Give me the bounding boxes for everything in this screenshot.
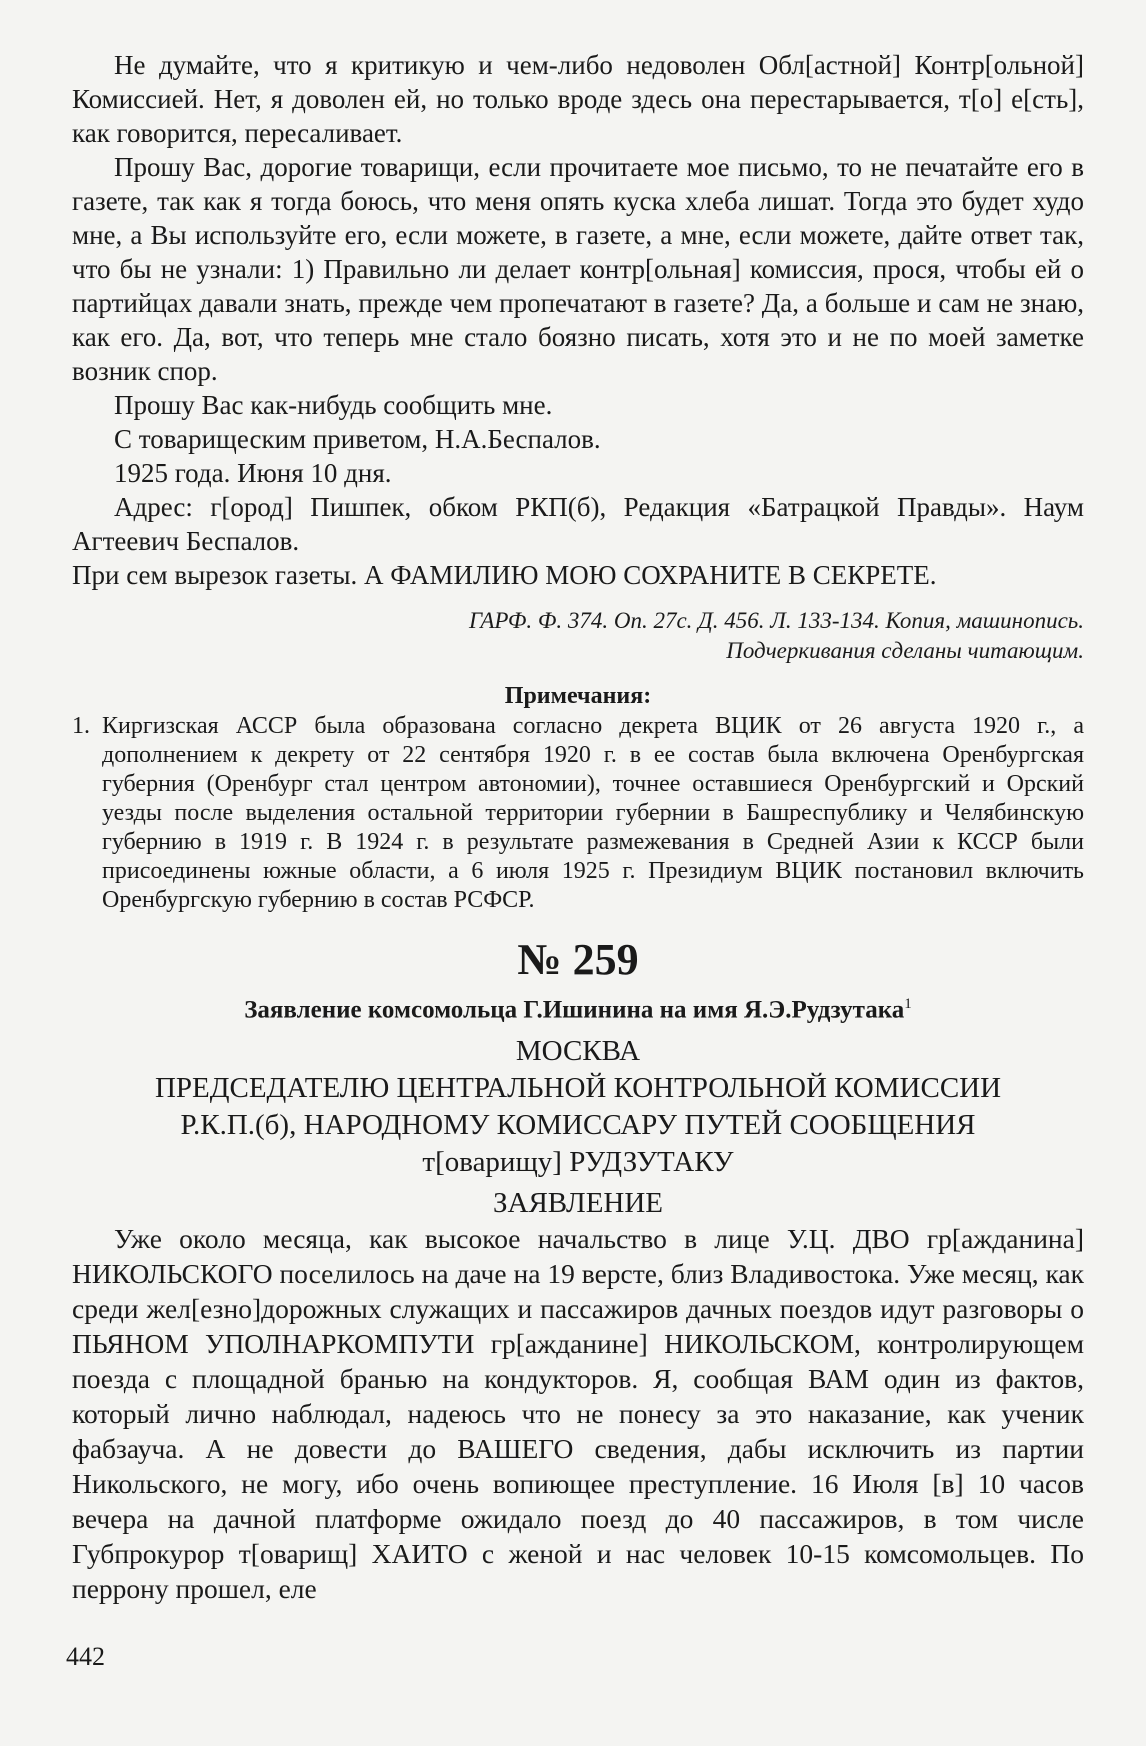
addressee-line: т[оварищу] РУДЗУТАКУ xyxy=(422,1146,734,1179)
addressee-block xyxy=(72,1033,1084,1181)
document-number: № 259 xyxy=(517,935,639,984)
paragraph: Прошу Вас как-нибудь сообщить мне. xyxy=(114,390,553,420)
archive-source: ГАРФ. Ф. 374. Оп. 27с. Д. 456. Л. 133-134. Копия, машинопись. xyxy=(469,608,1084,633)
letter-continuation xyxy=(72,48,1084,592)
paragraph: 1925 года. Июня 10 дня. xyxy=(114,458,392,488)
notes-heading: Примечания: xyxy=(504,683,652,709)
paragraph: Прошу Вас, дорогие товарищи, если прочитаете мое письмо, то не печатайте его в газете, так как я тогда боюсь, что меня опять куска хлеба лишат. Тогда это будет худо мне, а Вы используйте его, если можете, в газете, а мне, если можете, дайте ответ так, что бы не узнали: 1) Правильно ли делает контр[ольная] комиссия, прося, чтобы ей о партийцах давали знать, прежде чем пропечатают в газете? Да, а больше и сам не знаю, как его. Да, вот, что теперь мне стало боязно писать, хотя это и не по моей заметке возник спор. xyxy=(72,152,1084,386)
addressee-line: МОСКВА xyxy=(515,1035,641,1068)
archive-source-note: Подчеркивания сделаны читающим. xyxy=(726,638,1084,663)
footnote-number: 1. xyxy=(72,713,90,739)
document-title-text: Заявление комсомольца Г.Ишинина на имя Я.Э.Рудзутака xyxy=(244,996,905,1024)
statement-paragraph: Уже около месяца, как высокое начальство в лице У.Ц. ДВО гр[ажданина] НИКОЛЬСКОГО поселилось на даче на 19 версте, близ Владивостока. Уже месяц, как среди жел[езно]дорожных служащих и пассажиров дачных поездов идут разговоры о ПЬЯНОМ УПОЛНАРКОМПУТИ гр[ажданине] НИКОЛЬСКОМ, контролирующем поезда с площадной бранью на кондукторов. Я, сообщая ВАМ один из фактов, который лично наблюдал, надеюсь что не понесу за это наказание, как ученик фабзауча. А не довести до ВАШЕГО сведения, дабы исключить из партии Никольского, не могу, ибо очень вопиющее преступление. 16 Июля [в] 10 часов вечера на дачной платформе ожидало поезд до 40 пассажиров, в том числе Губпрокурор т[оварищ] ХАИТО с женой и нас человек 10-15 комсомольцев. По перрону прошел, еле xyxy=(72,1223,1084,1605)
paragraph: Адрес: г[ород] Пишпек, обком РКП(б), Редакция «Батрацкой Правды». Наум Агтеевич Беспалов. xyxy=(72,492,1084,556)
footnote xyxy=(72,712,1084,915)
statement-heading: ЗАЯВЛЕНИЕ xyxy=(492,1187,664,1220)
footnote-text: Киргизская АССР была образована согласно декрета ВЦИК от 26 августа 1920 г., а дополнением к декрету от 22 сентября 1920 г. в ее состав была включена Оренбургская губерния (Оренбург стал центром автономии), точнее оставшиеся Оренбургский и Орский уезды после выделения остальной территории губернии в Башреспублику и Челябинскую губернию в 1919 г. В 1924 г. в результате размежевания в Средней Азии к КССР были присоединены южные области, а 6 июля 1925 г. Президиум ВЦИК постановил включить Оренбургскую губернию в состав РСФСР. xyxy=(102,713,1084,913)
addressee-line: ПРЕДСЕДАТЕЛЮ ЦЕНТРАЛЬНОЙ КОНТРОЛЬНОЙ КОМИССИИ xyxy=(154,1072,1002,1105)
addressee-line: Р.К.П.(б), НАРОДНОМУ КОМИССАРУ ПУТЕЙ СООБЩЕНИЯ xyxy=(180,1109,976,1142)
paragraph: С товарищеским приветом, Н.А.Беспалов. xyxy=(114,424,601,454)
document-title xyxy=(72,987,1084,1027)
paragraph: При сем вырезок газеты. А ФАМИЛИЮ МОЮ СОХРАНИТЕ В СЕКРЕТЕ. xyxy=(72,560,937,590)
page-number: 442 xyxy=(66,1642,105,1671)
footnote-marker: 1 xyxy=(904,996,912,1012)
paragraph: Не думайте, что я критикую и чем-либо недоволен Обл[астной] Контр[ольной] Комиссией. Нет, я доволен ей, но только вроде здесь она перестарывается, т[о] е[сть], как говорится, пересаливает. xyxy=(72,50,1084,148)
